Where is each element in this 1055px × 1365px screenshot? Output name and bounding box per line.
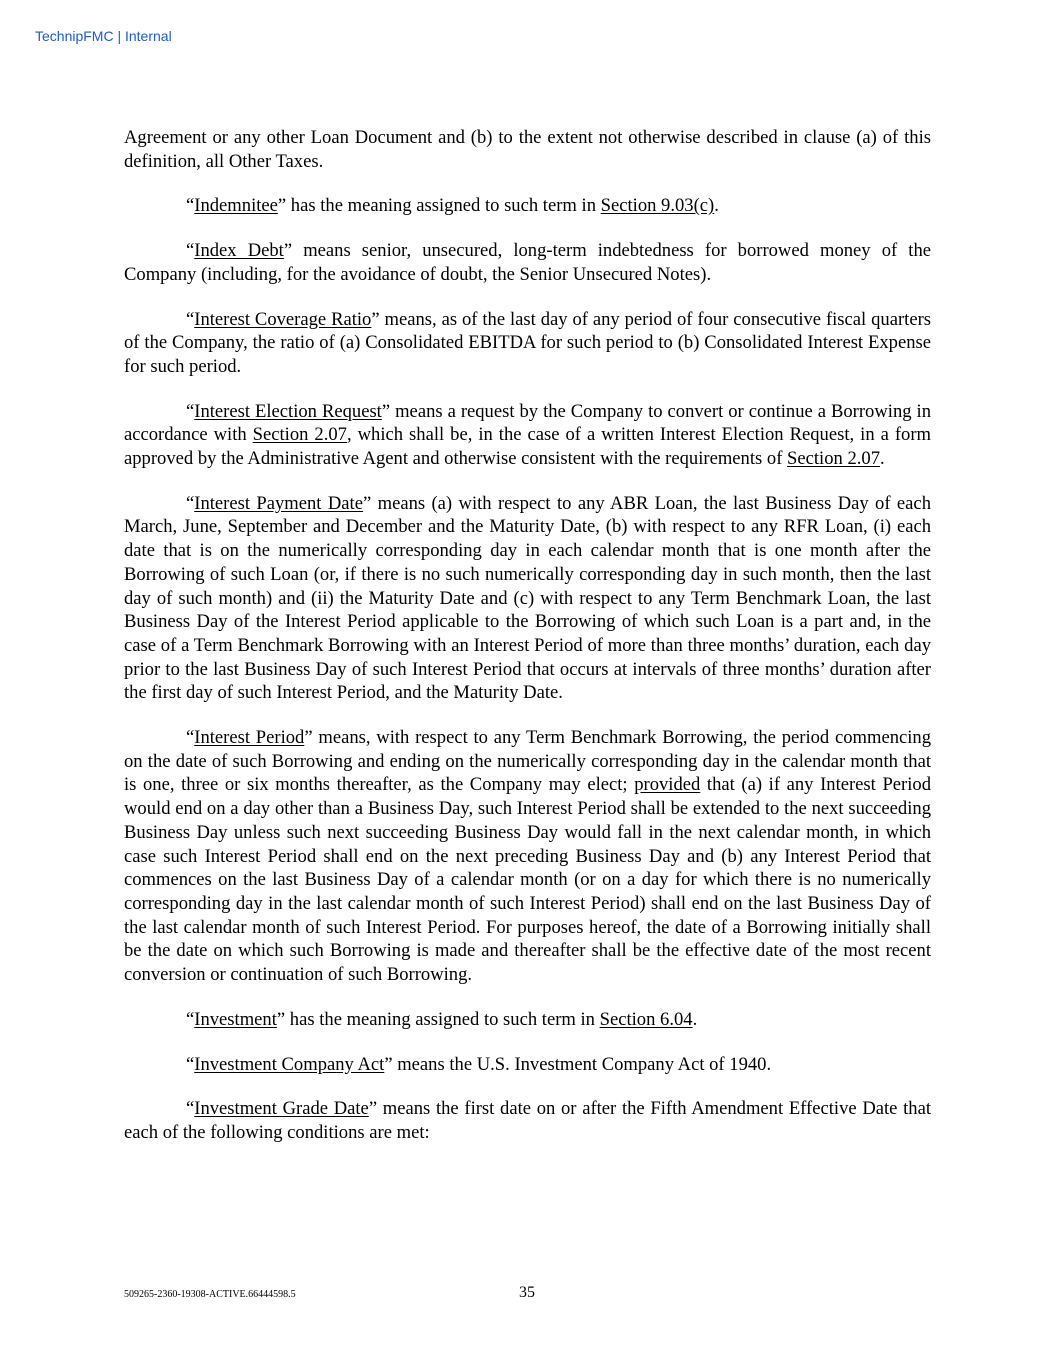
definition-text: ” means senior, unsecured, long-term indebtedness for borrowed money of the Company (including, for the avoidance of doubt, the Senior Unsecured Notes). xyxy=(124,240,931,285)
definition-indemnitee: “Indemnitee” has the meaning assigned to such term in Section 9.03(c). xyxy=(186,195,719,217)
definition-text: ” means a request by the Company to convert or continue a Borrowing in accordance with xyxy=(124,400,931,446)
definition-investment: “Investment” has the meaning assigned to such term in Section 6.04. xyxy=(186,1008,698,1030)
definition-text: ” means (a) with respect to any ABR Loan, the last Business Day of each March, June, September and December and the Maturity Date, (b) with respect to any RFR Loan, (i) each date that is on the numerically corresponding day in each calendar month that is one month after the Borrowing of such Loan (or, if there is no such numerically corresponding day in such month, then the last day of such month) and (ii) the Maturity Date and (c) with respect to any Term Benchmark Loan, the last Business Day of the Interest Period applicable to the Borrowing of which such Loan is a part and, in the case of a Term Benchmark Borrowing with an Interest Period of more than three months’ duration, each day prior to the last Business Day of such Interest Period that occurs at intervals of three months’ duration after the first day of such Interest Period, and the Maturity Date. xyxy=(124,492,931,704)
paragraph-continuation xyxy=(124,126,931,173)
page-number: 35 xyxy=(519,1284,535,1301)
section-reference: Section 6.04 xyxy=(599,1008,693,1030)
defined-term: Index Debt xyxy=(194,240,284,262)
document-body xyxy=(124,126,931,1166)
section-reference: Section 2.07 xyxy=(787,448,880,470)
paragraph-text: Agreement or any other Loan Document and (b) to the extent not otherwise described in clause (a) of this definition, all Other Taxes. xyxy=(124,127,931,172)
definition-interest-period: “Interest Period” means, with respect to any Term Benchmark Borrowing, the period commencing on the date of such Borrowing and ending on the numerically corresponding day in the calendar month that is one, three or six months thereafter, as the Company may elect; provided that (a) if any Interest Period would end on a day other than a Business Day, such Interest Period shall be extended to the next succeeding Business Day unless such next succeeding Business Day would fall in the next calendar month, in which case such Interest Period shall end on the next preceding Business Day and (b) any Interest Period that commences on the last Business Day of a calendar month (or on a day for which there is no numerically corresponding day in the last calendar month of such Interest Period) shall end on the last Business Day of the last calendar month of such Interest Period. For purposes hereof, the date of a Borrowing initially shall be the date on which such Borrowing is made and thereafter shall be the effective date of the most recent conversion or continuation of such Borrowing. xyxy=(124,727,932,986)
classification-label: TechnipFMC | Internal xyxy=(35,28,172,44)
definition-text: ” has the meaning assigned to such term in xyxy=(277,195,601,217)
definition-interest-election-request: “Interest Election Request” means a request by the Company to convert or continue a Borrowing in accordance with Section 2.07, which shall be, in the case of a written Interest Election Request, in a form approved by the Administrative Agent and otherwise consistent with the requirements of Section 2.07. xyxy=(124,400,931,470)
defined-term: Interest Election Request xyxy=(194,400,382,422)
definition-text: . xyxy=(880,448,885,470)
defined-term: Interest Payment Date xyxy=(194,492,363,514)
defined-term: Interest Period xyxy=(194,727,305,749)
definition-text: ” means the U.S. Investment Company Act of 1940. xyxy=(384,1053,772,1075)
definition-text: ” has the meaning assigned to such term in xyxy=(276,1008,600,1030)
definition-text: ” means, as of the last day of any period of four consecutive fiscal quarters of the Company, the ratio of (a) Consolidated EBITDA for such period to (b) Consolidated Interest Expense for such period. xyxy=(124,308,932,377)
footer-document-id: 509265-2360-19308-ACTIVE.66444598.5 xyxy=(124,1289,296,1300)
definition-text: ” means, with respect to any Term Benchmark Borrowing, the period commencing on the date of such Borrowing and ending on the numerically corresponding day in the calendar month that is one, three or six months thereafter, as the Company may elect; xyxy=(124,727,932,796)
defined-term: Indemnitee xyxy=(194,195,278,217)
definition-interest-payment-date: “Interest Payment Date” means (a) with respect to any ABR Loan, the last Business Day of each March, June, September and December and the Maturity Date, (b) with respect to any RFR Loan, (i) each date that is on the numerically corresponding day in each calendar month that is one month after the Borrowing of such Loan (or, if there is no such numerically corresponding day in such month, then the last day of such month) and (ii) the Maturity Date and (c) with respect to any Term Benchmark Loan, the last Business Day of the Interest Period applicable to the Borrowing of which such Loan is a part and, in the case of a Term Benchmark Borrowing with an Interest Period of more than three months’ duration, each day prior to the last Business Day of such Interest Period that occurs at intervals of three months’ duration after the first day of such Interest Period, and the Maturity Date. xyxy=(124,492,931,704)
definition-index-debt: “Index Debt” means senior, unsecured, long-term indebtedness for borrowed money of the Company (including, for the avoidance of doubt, the Senior Unsecured Notes). xyxy=(124,240,931,285)
defined-term: Investment xyxy=(194,1008,277,1030)
definition-investment-grade-date: “Investment Grade Date” means the first date on or after the Fifth Amendment Effective Date that each of the following conditions are met: xyxy=(124,1098,932,1143)
section-reference: Section 9.03(c) xyxy=(600,195,715,217)
definition-text: . xyxy=(714,195,719,217)
definition-text: . xyxy=(692,1008,698,1030)
definition-text: ” means the first date on or after the Fifth Amendment Effective Date that each of the following conditions are met: xyxy=(124,1098,932,1143)
definition-interest-coverage-ratio: “Interest Coverage Ratio” means, as of the last day of any period of four consecutive fiscal quarters of the Company, the ratio of (a) Consolidated EBITDA for such period to (b) Consolidated Interest Expense for such period. xyxy=(124,308,932,377)
section-reference: Section 2.07 xyxy=(252,424,347,446)
definition-investment-company-act: “Investment Company Act” means the U.S. Investment Company Act of 1940. xyxy=(186,1053,772,1075)
defined-term: Interest Coverage Ratio xyxy=(194,308,372,330)
proviso-term: provided xyxy=(634,774,701,796)
defined-term: Investment Company Act xyxy=(194,1053,385,1075)
definition-text: , which shall be, in the case of a written Interest Election Request, in a form approved by the Administrative Agent and otherwise consistent with the requirements of xyxy=(124,424,931,470)
defined-term: Investment Grade Date xyxy=(194,1098,369,1120)
definition-text: that (a) if any Interest Period would end on a day other than a Business Day, such Interest Period shall be extended to the next succeeding Business Day unless such next succeeding Business Day would fall in the next calendar month, in which case such Interest Period shall end on the next preceding Business Day and (b) any Interest Period that commences on the last Business Day of a calendar month (or on a day for which there is no numerically corresponding day in the last calendar month of such Interest Period) shall end on the last Business Day of the last calendar month of such Interest Period. For purposes hereof, the date of a Borrowing initially shall be the date on which such Borrowing is made and thereafter shall be the effective date of the most recent conversion or continuation of such Borrowing. xyxy=(124,774,931,986)
